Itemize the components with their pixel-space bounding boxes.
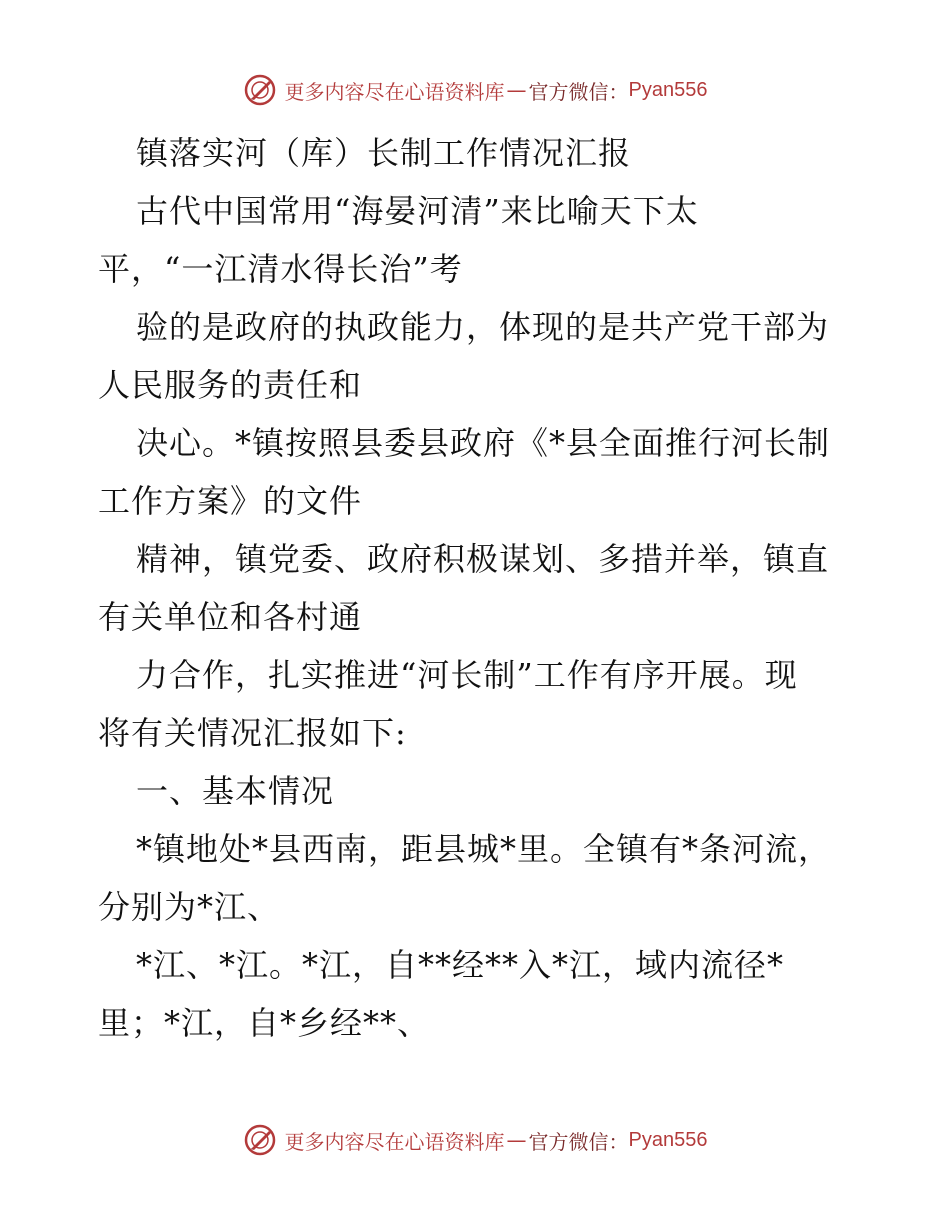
- paragraph-line: 力合作，扎实推进“河长制”工作有序开展。现: [136, 656, 798, 694]
- watermark-wechat-id: Pyan556: [628, 78, 708, 101]
- watermark-main-text: 更多内容尽在心语资料库: [284, 79, 505, 104]
- paragraph-line: 验的是政府的执政能力，体现的是共产党干部为: [136, 308, 830, 346]
- paragraph-line: 平，“一江清水得长治”考: [98, 250, 463, 288]
- paragraph-line: *江、*江。*江，自**经**入*江，域内流径*: [136, 946, 785, 984]
- paragraph-line: 人民服务的责任和: [98, 366, 363, 404]
- paragraph-line: 里；*江，自*乡经**、: [98, 1004, 431, 1042]
- section-heading: 一、基本情况: [136, 772, 335, 810]
- header-watermark: [0, 70, 950, 110]
- paragraph-line: 精神，镇党委、政府积极谋划、多措并举，镇直: [136, 540, 830, 578]
- paragraph-line: 分别为*江、: [98, 888, 281, 926]
- paragraph-line: 将有关情况汇报如下:: [98, 714, 407, 752]
- paragraph-line: 工作方案》的文件: [98, 482, 363, 520]
- watermark-main-text: 更多内容尽在心语资料库: [284, 1129, 505, 1154]
- watermark-dash: —: [506, 1128, 527, 1152]
- document-title: 镇落实河（库）长制工作情况汇报: [136, 134, 632, 172]
- paragraph-line: 古代中国常用“海晏河清”来比喻天下太: [136, 192, 699, 230]
- watermark-wechat-id: Pyan556: [628, 1128, 708, 1151]
- paragraph-line: 有关单位和各村通: [98, 598, 363, 636]
- paragraph-line: *镇地处*县西南，距县城*里。全镇有*条河流，: [136, 830, 832, 868]
- pen-logo-icon: [243, 1123, 277, 1157]
- document-body: [98, 124, 858, 1052]
- footer-watermark: [0, 1120, 950, 1160]
- paragraph-line: 决心。*镇按照县委县政府《*县全面推行河长制: [136, 424, 831, 462]
- watermark-sub-text: 官方微信：: [528, 1129, 629, 1154]
- watermark-dash: —: [506, 78, 527, 102]
- watermark-sub-text: 官方微信：: [528, 79, 629, 104]
- pen-logo-icon: [243, 73, 277, 107]
